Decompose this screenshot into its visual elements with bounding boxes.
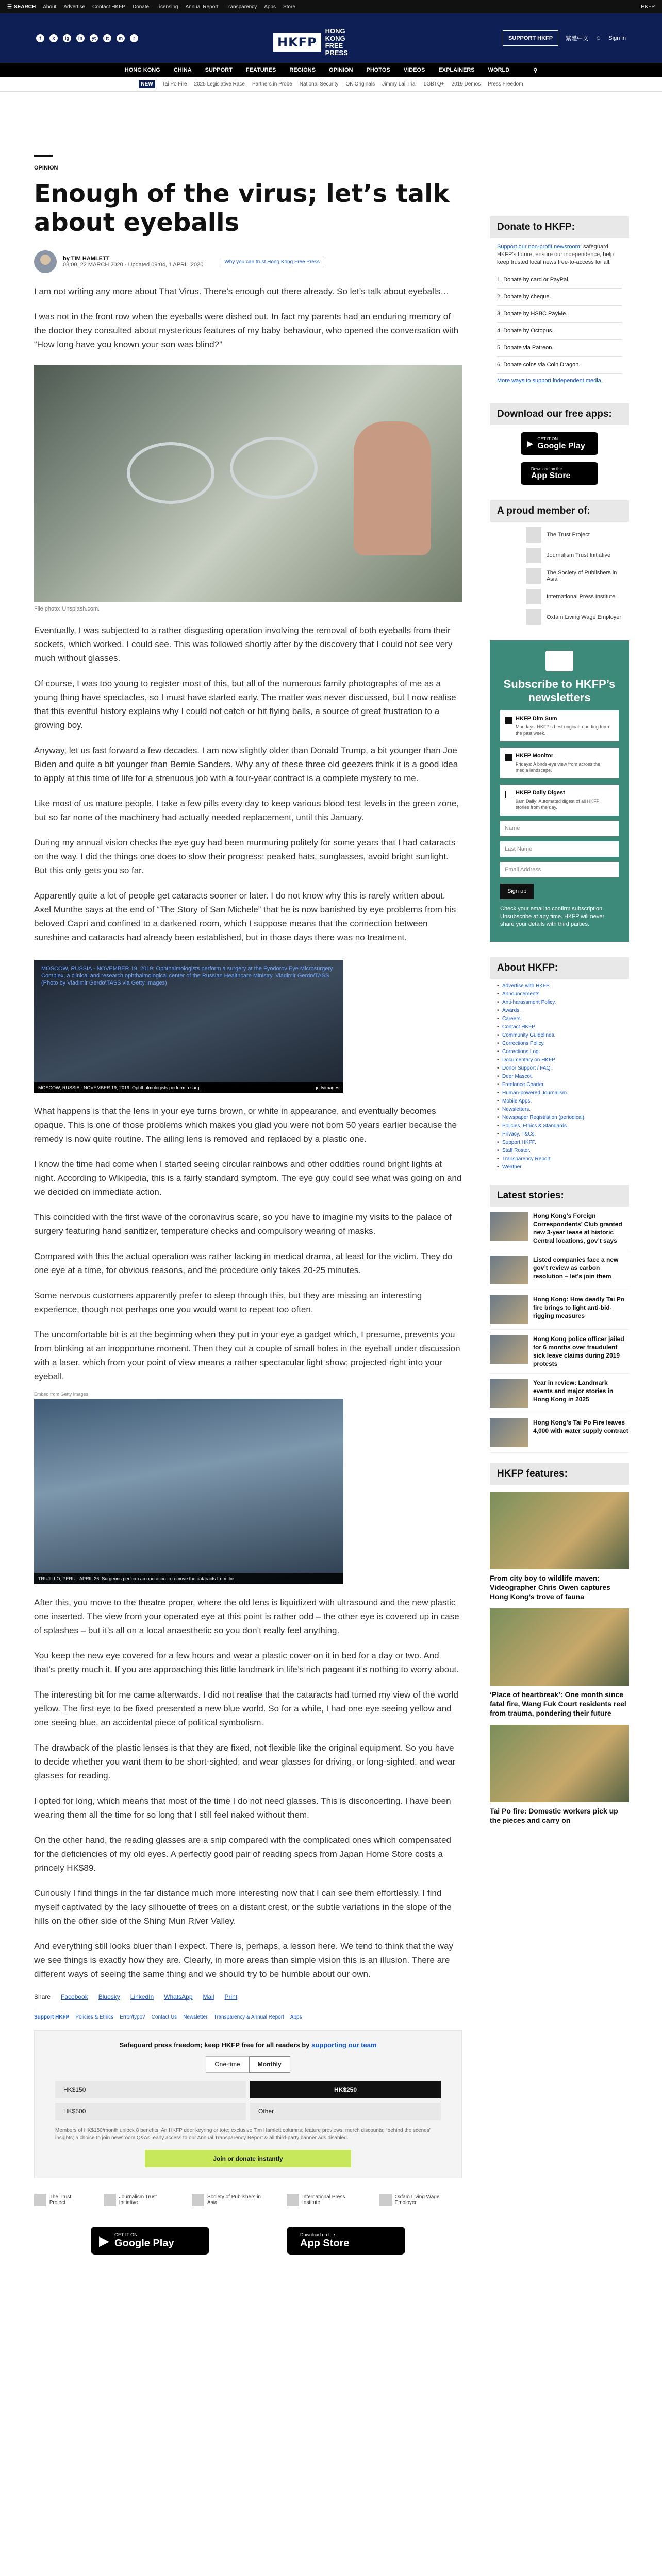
feature-story[interactable]: [490, 1492, 629, 1601]
social-links: [36, 34, 138, 42]
trending-link[interactable]: National Security: [299, 81, 339, 87]
email-field[interactable]: Email Address: [500, 862, 619, 877]
story-thumbnail: [490, 1418, 528, 1447]
paragraph: I was not in the front row when the eyeballs were dished out. In fact my parents had an enduring memory of the doctor they consulted about mysterious features of my baby behaviour, who opened the conversation with “How long have you known your son was blind?”: [34, 312, 459, 349]
paragraph: The uncomfortable bit is at the beginning when they put in your eye a gadget which, I presume, prevents you from blinking at an inopportune moment. Then they cut a couple of small holes in the eyeball under discussion with a laser, which from your point of view means a rather spectacular light show; projected right into your eyeball.: [34, 1330, 460, 1381]
trending-new-badge: NEW: [139, 80, 155, 88]
trust-project-icon: [526, 527, 541, 543]
paragraph: What happens is that the lens in your eye turns brown, or white in appearance, and eventually becomes opaque. This is one of those problems which makes you glad you were not born 50 years earlier because the remedy is now quite routine. The ailing lens is removed and replaced by a plastic one.: [34, 1106, 457, 1144]
latest-heading: Latest stories:: [490, 1185, 629, 1207]
newsletter-title: Subscribe to HKFP’s newsletters: [503, 677, 616, 704]
glasses-lens: [230, 437, 318, 499]
author-avatar: [34, 250, 57, 273]
features-heading: HKFP features:: [490, 1463, 629, 1485]
donate-option[interactable]: 2. Donate by cheque.: [497, 289, 622, 306]
menu-search-button[interactable]: ☰ SEARCH: [7, 4, 36, 10]
frequency-tabs: [55, 2056, 441, 2073]
about-link[interactable]: • Weather.: [497, 1163, 622, 1172]
about-link[interactable]: • Deer Mascot.: [497, 1073, 622, 1081]
article-category[interactable]: OPINION: [34, 155, 53, 171]
jti-icon: [104, 2194, 116, 2206]
story-thumbnail: [490, 1256, 528, 1284]
donate-option[interactable]: 4. Donate by Octopus.: [497, 323, 622, 340]
member-logo[interactable]: Society of Publishers in Asia: [192, 2194, 271, 2206]
about-link[interactable]: • Transparency Report.: [497, 1155, 622, 1163]
about-link[interactable]: • Privacy, T&Cs.: [497, 1130, 622, 1139]
hand: [354, 421, 431, 555]
about-link[interactable]: • Donor Support / FAQ.: [497, 1064, 622, 1073]
about-link[interactable]: • Mobile Apps.: [497, 1097, 622, 1106]
paragraph: I know the time had come when I started seeing circular rainbows and other oddities round bright lights at night. According to Wikipedia, this is a fairly standard symptom. The eye guy could see what was going on and we decided on immediate action.: [34, 1159, 462, 1197]
getty-embed-label: Embed from Getty Images: [34, 1392, 89, 1397]
eyeglasses-photo: [34, 365, 462, 602]
about-link[interactable]: • Freelance Charter.: [497, 1081, 622, 1089]
youtube-icon[interactable]: yt: [90, 34, 98, 42]
tab-one-time[interactable]: One-time: [206, 2056, 249, 2073]
paragraph: You keep the new eye covered for a few hours and wear a plastic cover on it in bed for a day or two. And that’s pretty much it. If you are approaching this little landmark in life’s rich pageant it’s nothing to worry about.: [34, 1651, 459, 1674]
member-logo[interactable]: The Trust Project: [490, 522, 629, 543]
share-label: Share: [34, 1993, 51, 2001]
about-link[interactable]: • Awards.: [497, 1007, 622, 1015]
topbar-link-annual-report[interactable]: Annual Report: [185, 4, 219, 10]
last-name-field[interactable]: Last Name: [500, 841, 619, 857]
share-whatsapp[interactable]: WhatsApp: [164, 1993, 193, 2001]
nav-opinion[interactable]: OPINION: [329, 67, 353, 73]
story-headline: Hong Kong police officer jailed for 6 months over fraudulent sick leave claims during 2019 protests: [533, 1335, 624, 1367]
article: [34, 155, 462, 2255]
main-navigation: [0, 63, 662, 77]
oxfam-icon: [526, 609, 541, 625]
nav-regions[interactable]: REGIONS: [289, 67, 316, 73]
about-link[interactable]: • Support HKFP.: [497, 1139, 622, 1147]
nav-search-icon[interactable]: ⚲: [533, 67, 538, 74]
topbar-link-contact[interactable]: Contact HKFP: [92, 4, 125, 10]
sign-up-button[interactable]: Sign up: [500, 884, 534, 899]
trending-link[interactable]: Press Freedom: [488, 81, 523, 87]
donation-title: Safeguard press freedom; keep HKFP free for all readers by supporting our team: [119, 2041, 377, 2049]
getty-caption-bar: TRUJILLO, PERU - APRIL 26: Surgeons perform an operation to remove the cataracts from the...: [34, 1573, 343, 1584]
feature-stories: [490, 1492, 629, 1825]
about-link[interactable]: • Newspaper Registration (periodical).: [497, 1114, 622, 1122]
feature-image: [490, 1725, 629, 1802]
nonprofit-link[interactable]: Support our non-profit newsroom:: [497, 244, 582, 250]
story-thumbnail: [490, 1295, 528, 1324]
nav-world[interactable]: WORLD: [488, 67, 510, 73]
story-thumbnail: [490, 1212, 528, 1241]
nav-china[interactable]: CHINA: [173, 67, 192, 73]
author-prefix: by: [63, 256, 71, 262]
support-link[interactable]: Contact Us: [151, 2014, 177, 2020]
share-bluesky[interactable]: Bluesky: [98, 1993, 120, 2001]
story-headline: Hong Kong: How deadly Tai Po fire brings to light anti-bid-rigging measures: [533, 1296, 625, 1319]
membership-note: Members of HK$150/month unlock 8 benefits: An HKFP deer keyring or tote; exclusive Tim Hamlett columns; feature previews; merch discounts; “behind the scenes” insights; a choice to join newsroom Q&As, early access to our Annual Transparency Report & all third-party banner ads disabled.: [55, 2128, 432, 2141]
topbar-link-apps[interactable]: Apps: [264, 4, 276, 10]
google-play-icon: ▶: [527, 439, 534, 448]
latest-story[interactable]: [490, 1290, 629, 1330]
nav-videos[interactable]: VIDEOS: [403, 67, 425, 73]
tab-monthly[interactable]: Monthly: [249, 2056, 290, 2073]
member-logo[interactable]: International Press Institute: [490, 584, 629, 604]
trending-link[interactable]: Jimmy Lai Trial: [382, 81, 417, 87]
feature-story[interactable]: [490, 1608, 629, 1718]
site-logo[interactable]: [273, 28, 361, 57]
paragraph: After this, you move to the theatre proper, where the old lens is liquidized with ultrasound and the new plastic one inserted. The view from your operated eye at this point is rather odd – the other eye is covered up in case of splashes – but it’s all on a local anaesthetic so you don’t really feel anything.: [34, 1598, 459, 1635]
getty-caption-bar: MOSCOW, RUSSIA - NOVEMBER 19, 2019: Ophthalmologists perform a surg... gettyimages: [34, 1082, 343, 1093]
latest-stories: [490, 1207, 629, 1453]
google-play-icon: ▶: [99, 2232, 109, 2248]
getty-embed-surgery[interactable]: [34, 960, 343, 1093]
article-dates: 08:00, 22 MARCH 2020 · Updated 09:04, 1 APRIL 2020: [63, 262, 204, 268]
about-link[interactable]: • Community Guidelines.: [497, 1031, 622, 1040]
top-utility-bar: [0, 0, 662, 13]
member-logo[interactable]: The Trust Project: [34, 2194, 88, 2206]
about-links: [490, 979, 629, 1175]
story-headline: Hong Kong’s Tai Po Fire leaves 4,000 with water supply contract: [533, 1419, 628, 1434]
share-mail[interactable]: Mail: [203, 1993, 214, 2001]
support-hkfp-button[interactable]: SUPPORT HKFP: [503, 30, 558, 46]
paragraph: Anyway, let us fast forward a few decades. I am now slightly older than Donald Trump, a bit younger than Joe Biden and quite a bit younger than Bernie Sanders. Why any of these three old geezers think it is a good idea to apply at this time of life for a strenuous job with a four-year contract is a complete mystery to me.: [34, 745, 458, 783]
story-thumbnail: [490, 1379, 528, 1408]
getty-brand: gettyimages: [314, 1085, 339, 1090]
story-thumbnail: [490, 1335, 528, 1364]
paragraph: Eventually, I was subjected to a rather disgusting operation involving the removal of both eyeballs from their sockets, which worked. I could see. This was followed shortly after by the discovery that I could not see very much without glasses.: [34, 625, 453, 663]
donate-option[interactable]: 1. Donate by card or PayPal.: [497, 272, 622, 289]
latest-story[interactable]: [490, 1330, 629, 1374]
topbar-link-licensing[interactable]: Licensing: [156, 4, 178, 10]
envelope-icon: [545, 651, 573, 671]
paragraph: And everything still looks bluer than I expect. There is, perhaps, a lesson here. We tend to think that the way we see things is exactly how they are. Clearly, in more areas than simple vision this is an illusion. There are different ways of seeing the same thing and we should try to be humble about our own.: [34, 1941, 453, 1979]
more-ways-link[interactable]: More ways to support independent media.: [497, 378, 603, 384]
language-switch[interactable]: 繁體中文: [566, 36, 589, 42]
getty-embed-operation[interactable]: [34, 1392, 343, 1584]
google-play-badge[interactable]: ▶ GET IT ON Google Play: [91, 2227, 209, 2255]
feature-headline: From city boy to wildlife maven: Videographer Chris Owen captures Hong Kong’s trove of fauna: [490, 1574, 610, 1601]
trending-link[interactable]: 2019 Demos: [451, 81, 481, 87]
trending-link[interactable]: 2025 Legislative Race: [194, 81, 245, 87]
donate-heading: Donate to HKFP:: [490, 216, 629, 238]
glasses-lens: [127, 442, 214, 504]
author-name[interactable]: by TIM HAMLETT: [63, 256, 110, 262]
member-logo[interactable]: The Society of Publishers in Asia: [490, 563, 629, 584]
support-team-link[interactable]: supporting our team: [311, 2041, 377, 2049]
app-store-badge[interactable]: Download on the App Store: [287, 2227, 405, 2255]
header-actions: [503, 30, 626, 46]
amount-option-selected[interactable]: HK$250: [250, 2081, 441, 2098]
paragraph: The interesting bit for me came afterwards. I did not realise that the cataracts had turned my view of the world yellow. The first eye to be fixed presented a new blue world. So for a while, I had one eye seeing yellow and one seeing blue, an accidental piece of political symbolism.: [34, 1690, 459, 1727]
sidebar: [490, 216, 629, 1825]
apps-heading: Download our free apps:: [490, 403, 629, 425]
newsletter-box: [490, 640, 629, 942]
amount-option[interactable]: HK$500: [55, 2103, 246, 2120]
feature-story[interactable]: [490, 1725, 629, 1825]
latest-story[interactable]: [490, 1250, 629, 1290]
paragraph: During my annual vision checks the eye guy had been murmuring politely for some years that I had cataracts on the way. I did the things one does to slow their progress: peaked hats, sunglasses, avoid bright sunlight. But this only gets you so far.: [34, 838, 456, 875]
footer-member-logos: [34, 2194, 462, 2206]
paragraph: I opted for long, which means that most of the time I do not need glasses. This is disconcerting. I have been wearing them all the time for so long that I still feel naked without them.: [34, 1796, 451, 1820]
paragraph: I am not writing any more about That Virus. There’s enough out there already. So let’s talk about eyeballs…: [34, 286, 450, 296]
feature-image: [490, 1608, 629, 1686]
linkedin-icon[interactable]: in: [76, 34, 85, 42]
about-link[interactable]: • Human-powered Journalism.: [497, 1089, 622, 1097]
ipi-icon: [526, 589, 541, 604]
paragraph: The drawback of the plastic lenses is that they are fixed, not flexible like the original equipment. So you have to decide whether you want them to be short-sighted, and wear glasses for driving, or long-sighted. and wear glasses for reading.: [34, 1743, 456, 1781]
photo-caption: File photo: Unsplash.com.: [34, 606, 100, 612]
nav-hong-kong[interactable]: HONG KONG: [124, 67, 160, 73]
trending-link[interactable]: Partners in Probe: [252, 81, 292, 87]
about-link[interactable]: • Advertise with HKFP.: [497, 982, 622, 990]
donate-option[interactable]: 6. Donate coins via Coin Dragon.: [497, 357, 622, 374]
share-links: [34, 1993, 462, 2001]
user-icon: ☺: [595, 35, 602, 41]
support-link[interactable]: Apps: [290, 2014, 302, 2020]
trending-link[interactable]: OK Originals: [345, 81, 375, 87]
trending-link[interactable]: LGBTQ+: [423, 81, 444, 87]
donation-panel: [34, 2030, 462, 2178]
story-headline: Listed companies face a new gov’t review as carbon resolution – let’s join them: [533, 1256, 619, 1280]
share-print[interactable]: Print: [224, 1993, 238, 2001]
member-heading: A proud member of:: [490, 500, 629, 522]
topbar-link-store[interactable]: Store: [283, 4, 295, 10]
latest-story[interactable]: [490, 1374, 629, 1413]
byline: [34, 250, 462, 273]
member-logo[interactable]: Oxfam Living Wage Employer: [490, 604, 629, 625]
trust-project-icon: [34, 2194, 46, 2206]
instagram-icon[interactable]: ig: [63, 34, 71, 42]
site-header: [0, 13, 662, 63]
support-links: [34, 2014, 462, 2020]
share-facebook[interactable]: Facebook: [61, 1993, 88, 2001]
member-logo[interactable]: International Press Institute: [287, 2194, 364, 2206]
topbar-link-donate[interactable]: Donate: [132, 4, 150, 10]
getty-overlay-caption: MOSCOW, RUSSIA - NOVEMBER 19, 2019: Ophthalmologists perform a surgery at the Fyodorov Eye Microsurgery Complex, a clinical and research ophthalmological center of the Russian Healthcare Ministry. Vladimir Gerdo/TASS (Photo by Vladimir Gerdo\TASS via Getty Images): [41, 965, 333, 986]
support-link[interactable]: Support HKFP: [34, 2014, 70, 2020]
paragraph: Apparently quite a lot of people get cataracts sooner or later. I do not know why this is rarely written about. Axel Munthe says at the end of “The Story of San Michele” that he is now banished by eye problems from his beloved Capri and confined to a darkened room, which I suppose means that the connection between sunshine and cataracts had already been established, but in those days there was no treatment.: [34, 891, 456, 942]
paragraph: This coincided with the first wave of the coronavirus scare, so you have to imagine my visits to the palace of surgery featuring hand sanitizer, temperature checks and compulsory wearing of masks.: [34, 1212, 452, 1236]
ipi-icon: [287, 2194, 299, 2206]
newsletter-option-dim-sum[interactable]: HKFP Dim Sum Mondays: HKFP’s best original reporting from the past week.: [500, 710, 619, 741]
sopa-icon: [526, 568, 541, 584]
share-linkedin[interactable]: LinkedIn: [130, 1993, 154, 2001]
sidebar-google-play-badge[interactable]: ▶ GET IT ON Google Play: [521, 432, 598, 455]
tiktok-icon[interactable]: tt: [103, 34, 111, 42]
support-link[interactable]: Policies & Ethics: [75, 2014, 114, 2020]
sign-in-link[interactable]: Sign in: [608, 35, 626, 41]
paragraph: Compared with this the actual operation was rather lacking in medical drama, at least for the victim. They do one eye at a time, for obvious reasons, and the procedure only takes 20-25 minutes.: [34, 1251, 453, 1275]
sidebar-app-store-badge[interactable]: Download on the App Store: [521, 462, 598, 485]
logo-text: HONG KONG FREE PRESS: [325, 27, 348, 57]
about-heading: About HKFP:: [490, 957, 629, 979]
nav-photos[interactable]: PHOTOS: [366, 67, 390, 73]
about-link[interactable]: • Policies, Ethics & Standards.: [497, 1122, 622, 1130]
about-link[interactable]: • Newsletters.: [497, 1106, 622, 1114]
feature-headline: Tai Po fire: Domestic workers pick up the pieces and carry on: [490, 1807, 618, 1824]
newsletter-option-daily-digest[interactable]: HKFP Daily Digest 9am Daily: Automated digest of all HKFP stories from the day.: [500, 785, 619, 816]
facebook-icon[interactable]: f: [36, 34, 44, 42]
topbar-link-about[interactable]: About: [43, 4, 57, 10]
story-headline: Year in review: Landmark events and major stories in Hong Kong in 2025: [533, 1379, 614, 1403]
about-link[interactable]: • Staff Roster.: [497, 1147, 622, 1155]
topbar-link-transparency[interactable]: Transparency: [225, 4, 257, 10]
donate-option[interactable]: 5. Donate via Patreon.: [497, 340, 622, 357]
amount-option[interactable]: HK$150: [55, 2081, 246, 2098]
paragraph: On the other hand, the reading glasses are a snip compared with the complicated ones which compensated for the deficiencies of my old eyes. A perfectly good pair of reading specs from Japan Home Store costs a princely HK$89.: [34, 1835, 451, 1873]
about-link[interactable]: • Corrections Log.: [497, 1048, 622, 1056]
oxfam-icon: [379, 2194, 392, 2206]
latest-story[interactable]: [490, 1413, 629, 1453]
support-link[interactable]: Error/typo?: [120, 2014, 145, 2020]
paragraph: Some nervous customers apparently prefer to sleep through this, but they are missing an interesting experience, though not perhaps one you would want to repeat too often.: [34, 1291, 422, 1314]
topbar-brand: HKFP: [641, 4, 655, 10]
latest-story[interactable]: [490, 1207, 629, 1250]
feature-headline: ‘Place of heartbreak’: One month since fatal fire, Wang Fuk Court residents reel from trauma, pondering their future: [490, 1690, 626, 1717]
join-donate-button[interactable]: Join or donate instantly: [145, 2150, 351, 2167]
logo-mark: HKFP: [273, 33, 321, 52]
hamburger-icon: ☰: [7, 4, 12, 10]
footer-app-stores: [34, 2227, 462, 2255]
about-link[interactable]: • Contact HKFP.: [497, 1023, 622, 1031]
sopa-icon: [192, 2194, 204, 2206]
paragraph: Curiously I find things in the far distance much more interesting now that I can see them effortlessly. I find myself captivated by the lacy silhouette of trees on a distant crest, or the subtle variations in the slope of the hills on the other side of the Shing Mun River Valley.: [34, 1888, 452, 1926]
x-twitter-icon[interactable]: x: [49, 34, 58, 42]
support-link[interactable]: Newsletter: [183, 2014, 208, 2020]
trending-bar: [0, 77, 662, 92]
trending-link[interactable]: Tai Po Fire: [162, 81, 187, 87]
article-title: Enough of the virus; let’s talk about eyeballs: [34, 179, 450, 237]
about-link[interactable]: • Announcements.: [497, 990, 622, 998]
story-headline: Hong Kong’s Foreign Correspondents’ Club granted new 3-year lease at historic Central locations, gov’t says: [533, 1212, 622, 1244]
name-field[interactable]: Name: [500, 821, 619, 836]
topbar-link-advertise[interactable]: Advertise: [63, 4, 86, 10]
nav-explainers[interactable]: EXPLAINERS: [438, 67, 475, 73]
donate-option[interactable]: 3. Donate by HSBC PayMe.: [497, 306, 622, 323]
donate-options: [490, 272, 629, 374]
nav-features[interactable]: FEATURES: [245, 67, 276, 73]
support-link[interactable]: Transparency & Annual Report: [213, 2014, 284, 2020]
amount-option-other[interactable]: Other: [250, 2103, 441, 2120]
about-link[interactable]: • Careers.: [497, 1015, 622, 1023]
about-link[interactable]: • Anti-harassment Policy.: [497, 998, 622, 1007]
member-logo[interactable]: Journalism Trust Initiative: [490, 543, 629, 563]
feature-image: [490, 1492, 629, 1569]
trust-badge-link[interactable]: Why you can trust Hong Kong Free Press: [220, 257, 324, 267]
amount-options: [55, 2081, 441, 2120]
member-logo[interactable]: Journalism Trust Initiative: [104, 2194, 176, 2206]
newsletter-note: Check your email to confirm subscription. Unsubscribe at any time. HKFP will never share your details with third parties.: [500, 906, 605, 927]
jti-icon: [526, 548, 541, 563]
newsletter-option-monitor[interactable]: HKFP Monitor Fridays: A birds-eye view from across the media landscape.: [500, 748, 619, 778]
paragraph: Like most of us mature people, I take a few pills every day to keep various blood test levels in the green zone, but so far none of the machinery had actually needed replacement, until this January.: [34, 799, 459, 822]
about-link[interactable]: • Documentary on HKFP.: [497, 1056, 622, 1064]
member-logo[interactable]: Oxfam Living Wage Employer: [379, 2194, 462, 2206]
nav-support[interactable]: SUPPORT: [205, 67, 233, 73]
rss-icon[interactable]: r: [130, 34, 138, 42]
about-link[interactable]: • Corrections Policy.: [497, 1040, 622, 1048]
donate-intro: Support our non-profit newsroom: safeguard HKFP’s future, ensure our independence, help keep trusted local news free-to-access for all.: [497, 244, 614, 265]
article-body: [34, 284, 462, 1981]
paragraph: Of course, I was too young to register most of this, but all of the numerous family photographs of me as a young thing have spectacles, so I must have started early. The matter was never discussed, but I now realise that this eventful history explains why I could not catch or hit flying balls, a source of great frustration to a growing boy.: [34, 679, 456, 730]
mastodon-icon[interactable]: m: [117, 34, 125, 42]
